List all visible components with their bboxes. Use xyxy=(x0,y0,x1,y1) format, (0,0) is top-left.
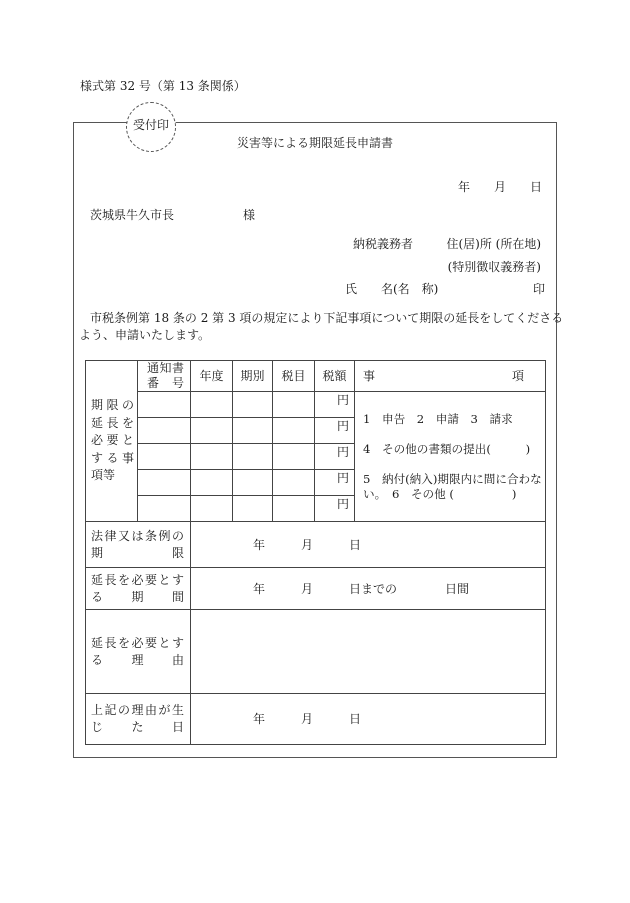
tax-amount-cell xyxy=(315,496,355,522)
installment-cell xyxy=(233,496,273,522)
detail-row-reason-date xyxy=(86,694,546,745)
notice-number-cell xyxy=(138,392,191,418)
form-number: 様式第 32 号（第 13 条関係） xyxy=(80,79,246,93)
detail-row-extension-period xyxy=(86,568,546,610)
fiscal-year-cell xyxy=(191,392,233,418)
header-installment: 期別 xyxy=(233,361,273,392)
header-notice-number-line-2: 番号 xyxy=(147,376,184,390)
reason-date-label xyxy=(86,694,191,745)
reason-date-label-line-2: じた日 xyxy=(91,720,184,734)
special-collector-label: (特別徴収義務者) xyxy=(447,260,541,274)
extension-reason-label xyxy=(86,610,191,694)
installment-cell xyxy=(233,444,273,470)
detail-row-legal-deadline xyxy=(86,522,546,568)
notice-number-cell xyxy=(138,418,191,444)
legal-deadline-label-line-1: 法律又は条例の xyxy=(91,528,184,543)
address-label: 住(居)所 (所在地) xyxy=(446,237,541,251)
tax-amount-cell xyxy=(315,470,355,496)
matter-option-2: 4 その他の書類の提出( ) xyxy=(363,441,531,456)
table-row xyxy=(86,392,546,418)
header-tax-item: 税目 xyxy=(273,361,315,392)
taxpayer-label: 納税義務者 xyxy=(353,237,414,251)
tax-item-cell xyxy=(273,418,315,444)
notice-number-cell xyxy=(138,496,191,522)
receipt-stamp-label: 受付印 xyxy=(132,118,169,132)
notice-number-cell xyxy=(138,444,191,470)
tax-amount-cell xyxy=(315,444,355,470)
fiscal-year-cell xyxy=(191,444,233,470)
seal-label: 印 xyxy=(533,282,546,296)
tax-item-cell xyxy=(273,444,315,470)
form-title: 災害等による期限延長申請書 xyxy=(236,136,393,150)
extension-reason-label-line-2: る理由 xyxy=(91,652,184,667)
legal-deadline-label-line-2: 期限 xyxy=(91,545,184,560)
header-notice-number xyxy=(138,361,191,392)
yen-unit: 円 xyxy=(336,393,349,407)
installment-cell xyxy=(233,392,273,418)
extension-period-value: 年 月 日までの 日間 xyxy=(191,568,546,610)
yen-unit: 円 xyxy=(336,497,349,511)
installment-cell xyxy=(233,418,273,444)
matter-option-1: 1 申告 2 申請 3 請求 xyxy=(363,411,513,426)
matter-option-3-line-2: い。 6 その他 ( ) xyxy=(363,486,517,501)
legal-deadline-label xyxy=(86,522,191,568)
header-fiscal-year: 年度 xyxy=(191,361,233,392)
addressee-honorific: 様 xyxy=(243,208,256,222)
tax-item-cell xyxy=(273,470,315,496)
tax-amount-cell xyxy=(315,418,355,444)
yen-unit: 円 xyxy=(336,445,349,459)
table-header-row xyxy=(86,361,546,392)
tax-amount-cell xyxy=(315,392,355,418)
header-matter-label: 事項 xyxy=(363,369,524,383)
header-matter xyxy=(355,361,546,392)
legal-deadline-value: 年 月 日 xyxy=(191,522,546,568)
request-text-line-1: 市税条例第 18 条の 2 第 3 項の規定により下記事項について期限の延長をしてくださる xyxy=(90,311,564,325)
header-tax-amount: 税額 xyxy=(315,361,355,392)
matter-option-3 xyxy=(363,472,545,502)
extension-reason-value xyxy=(191,610,546,694)
reason-date-label-line-1: 上記の理由が生 xyxy=(91,703,184,717)
fiscal-year-cell xyxy=(191,496,233,522)
tax-item-cell xyxy=(273,496,315,522)
application-date: 年 月 日 xyxy=(457,180,542,194)
matter-option-3-line-1: 5 納付(納入)期限内に間に合わな xyxy=(363,471,542,486)
reason-date-value: 年 月 日 xyxy=(191,694,546,745)
fiscal-year-cell xyxy=(191,470,233,496)
header-notice-number-line-1: 通知書 xyxy=(147,361,184,375)
yen-unit: 円 xyxy=(336,471,349,485)
yen-unit: 円 xyxy=(336,419,349,433)
extension-period-label-line-2: る期間 xyxy=(91,589,184,604)
notice-number-cell xyxy=(138,470,191,496)
extension-table xyxy=(85,360,546,745)
tax-item-cell xyxy=(273,392,315,418)
extension-period-label-line-1: 延長を必要とす xyxy=(91,572,184,587)
extension-period-label xyxy=(86,568,191,610)
fiscal-year-cell xyxy=(191,418,233,444)
extension-reason-label-line-1: 延長を必要とす xyxy=(91,635,184,650)
section-label: 期限の延長を必要とする事項等 xyxy=(86,361,138,522)
addressee-name: 茨城県牛久市長 xyxy=(90,208,175,222)
request-text-line-2: よう、申請いたします。 xyxy=(79,328,211,342)
detail-row-extension-reason xyxy=(86,610,546,694)
installment-cell xyxy=(233,470,273,496)
matter-options xyxy=(355,392,546,522)
name-label: 氏 名(名 称) xyxy=(345,282,439,296)
